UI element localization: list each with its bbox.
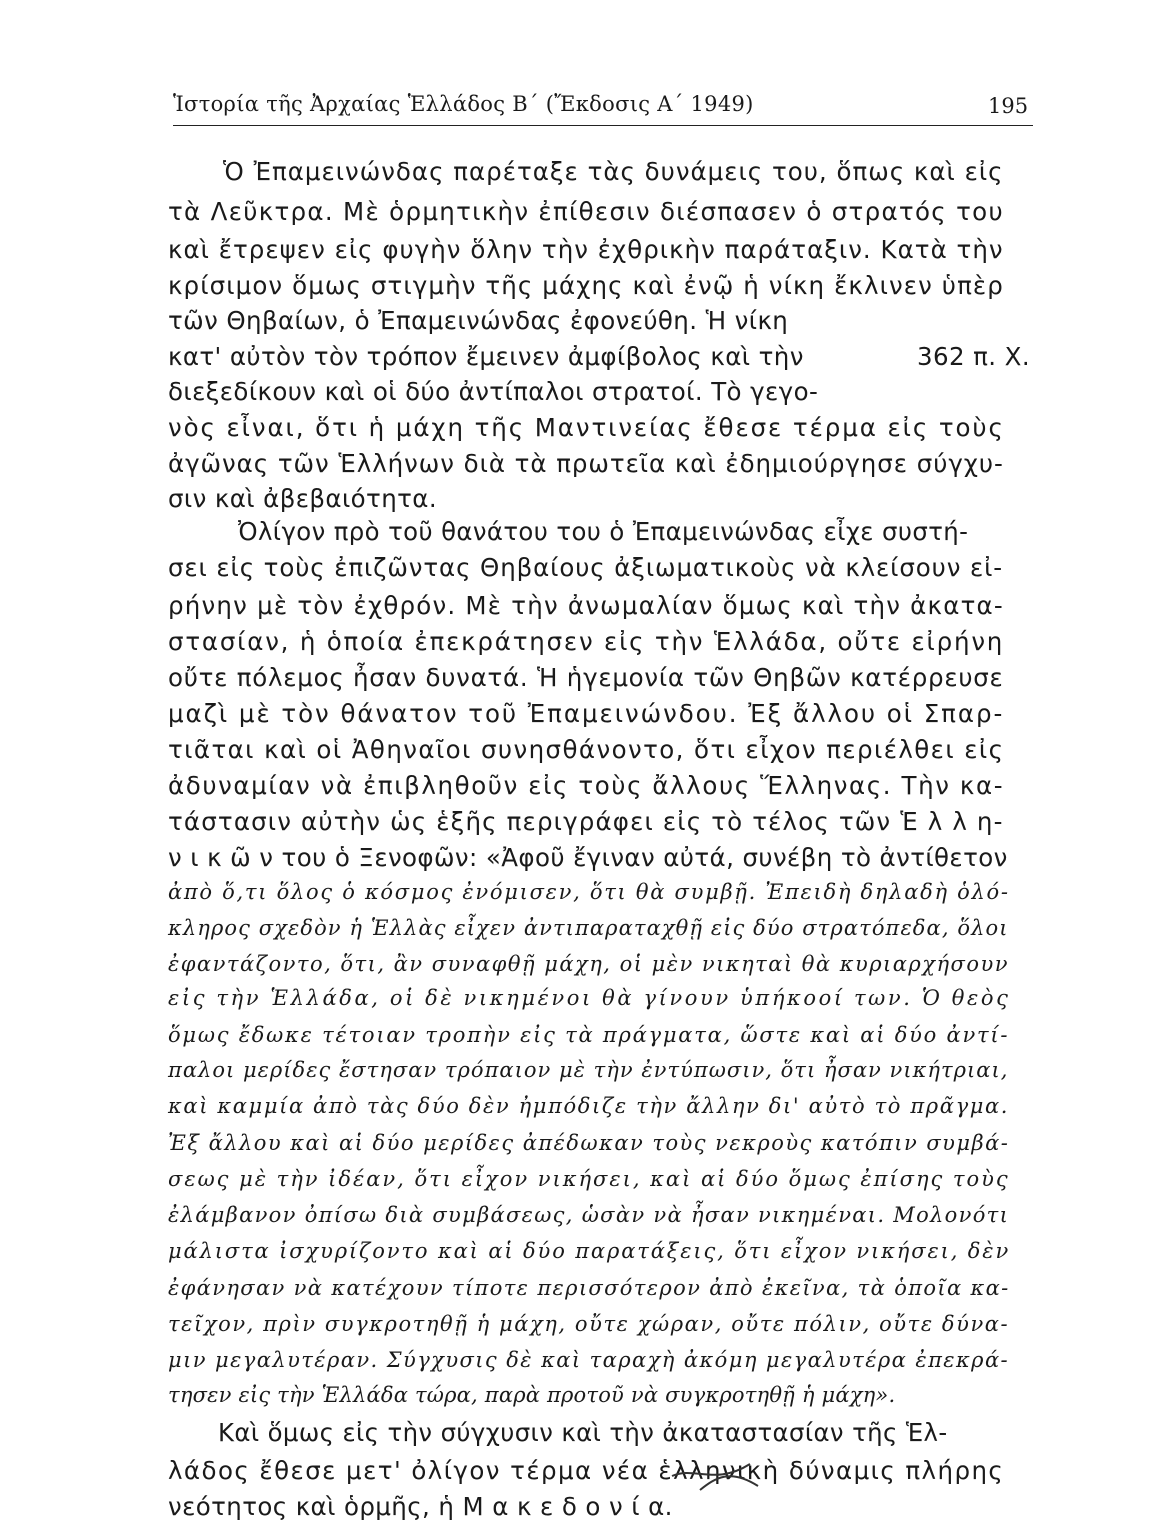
text-line: καὶ καμμία ἀπὸ τὰς δύο δὲν ἠμπόδιζε τὴν ἄλλην δι' αὐτὸ τὸ πρᾶγμα. bbox=[168, 1094, 1010, 1118]
text-line: τὰ Λεῦκτρα. Μὲ ὁρμητικὴν ἐπίθεσιν διέσπασεν ὁ στρατός του bbox=[168, 197, 1004, 226]
text-line: μάλιστα ἰσχυρίζοντο καὶ αἱ δύο παρατάξεις, ὅτι εἶχον νικήσει, δὲν bbox=[168, 1239, 1011, 1263]
text-line: σεως μὲ τὴν ἰδέαν, ὅτι εἶχον νικήσει, καὶ αἱ δύο ὅμως ἐπίσης τοὺς bbox=[168, 1167, 1010, 1191]
text-line: ἐλάμβανον ὀπίσω διὰ συμβάσεως, ὡσὰν νὰ ἦσαν νικημέναι. Μολονότι bbox=[168, 1203, 1010, 1227]
text-line: τιᾶται καὶ οἱ Ἀθηναῖοι συνησθάνοντο, ὅτι εἶχον περιέλθει εἰς bbox=[168, 735, 1005, 764]
text-line: Ὀλίγον πρὸ τοῦ θανάτου του ὁ Ἐπαμεινώνδας εἶχε συστή- bbox=[238, 517, 969, 546]
text-line: ἐφάνησαν νὰ κατέχουν τίποτε περισσότερον ἀπὸ ἐκεῖνα, τὰ ὁποῖα κα- bbox=[168, 1276, 1010, 1300]
text-line: μαζὶ μὲ τὸν θάνατον τοῦ Ἐπαμεινώνδου. Ἐξ ἄλλου οἱ Σπαρ- bbox=[168, 699, 1005, 728]
text-line: καὶ ἔτρεψεν εἰς φυγὴν ὅλην τὴν ἐχθρικὴν παράταξιν. Κατὰ τὴν bbox=[168, 235, 1004, 264]
text-line: κληρος σχεδὸν ἡ Ἑλλὰς εἶχεν ἀντιπαραταχθῇ εἰς δύο στρατόπεδα, ὅλοι bbox=[168, 916, 1009, 940]
text-line: νὸς εἶναι, ὅτι ἡ μάχη τῆς Μαντινείας ἔθεσε τέρμα εἰς τοὺς bbox=[168, 413, 1005, 442]
text-line: Ἐξ ἄλλου καὶ αἱ δύο μερίδες ἀπέδωκαν τοὺς νεκροὺς κατόπιν συμβά- bbox=[168, 1131, 1010, 1155]
text-line: παλοι μερίδες ἔστησαν τρόπαιον μὲ τὴν ἐντύπωσιν, ὅτι ἦσαν νικήτριαι, bbox=[168, 1058, 1009, 1082]
text-line: ἀδυναμίαν νὰ ἐπιβληθοῦν εἰς τοὺς ἄλλους Ἕλληνας. Τὴν κα- bbox=[168, 771, 1005, 800]
text-line: κατ' αὐτὸν τὸν τρόπον ἔμεινεν ἀμφίβολος καὶ τὴν bbox=[168, 342, 804, 371]
header-rule bbox=[173, 125, 1033, 126]
text-line: κρίσιμον ὅμως στιγμὴν τῆς μάχης καὶ ἐνῷ ἡ νίκη ἔκλινεν ὑπὲρ bbox=[168, 271, 1004, 300]
text-line: Καὶ ὅμως εἰς τὴν σύγχυσιν καὶ τὴν ἀκαταστασίαν τῆς Ἑλ- bbox=[218, 1418, 948, 1447]
text-line: ὅμως ἔδωκε τέτοιαν τροπὴν εἰς τὰ πράγματα, ὥστε καὶ αἱ δύο ἀντί- bbox=[168, 1023, 1010, 1047]
text-line: ἀπὸ ὅ,τι ὅλος ὁ κόσμος ἐνόμισεν, ὅτι θὰ συμβῇ. Ἐπειδὴ δηλαδὴ ὁλό- bbox=[168, 880, 1010, 904]
text-line: διεξεδίκουν καὶ οἱ δύο ἀντίπαλοι στρατοί. Τὸ γεγο- bbox=[168, 377, 819, 406]
pen-scribble-mark bbox=[670, 1456, 760, 1496]
text-line: στασίαν, ἡ ὁποία ἐπεκράτησεν εἰς τὴν Ἑλλάδα, οὔτε εἰρήνη bbox=[168, 627, 1005, 656]
text-line: σει εἰς τοὺς ἐπιζῶντας Θηβαίους ἀξιωματικοὺς νὰ κλείσουν εἰ- bbox=[168, 553, 1004, 582]
text-line: ρήνην μὲ τὸν ἐχθρόν. Μὲ τὴν ἀνωμαλίαν ὅμως καὶ τὴν ἀκατα- bbox=[168, 591, 1004, 620]
text-line: οὔτε πόλεμος ἦσαν δυνατά. Ἡ ἡγεμονία τῶν Θηβῶν κατέρρευσε bbox=[168, 663, 1004, 692]
text-line: ἀγῶνας τῶν Ἑλλήνων διὰ τὰ πρωτεῖα καὶ ἐδημιούργησε σύγχυ- bbox=[168, 449, 1004, 478]
text-line: ν ι κ ῶ ν του ὁ Ξενοφῶν: «Ἀφοῦ ἔγιναν αὐτά, συνέβη τὸ ἀντίθετον bbox=[168, 843, 1008, 872]
text-line: τάστασιν αὐτὴν ὡς ἑξῆς περιγράφει εἰς τὸ τέλος τῶν Ἑ λ λ η- bbox=[168, 807, 1004, 836]
text-line: τεῖχον, πρὶν συγκροτηθῇ ἡ μάχη, οὔτε χώραν, οὔτε πόλιν, οὔτε δύνα- bbox=[168, 1312, 1010, 1336]
running-title: Ἱστορία τῆς Ἀρχαίας Ἑλλάδος Β΄ (Ἔκδοσις Α΄ 1949) bbox=[173, 92, 754, 116]
page-number: 195 bbox=[988, 94, 1029, 118]
text-line: λάδος ἔθεσε μετ' ὀλίγον τέρμα νέα ἑλληνικὴ δύναμις πλήρης bbox=[168, 1456, 1005, 1485]
text-line: σιν καὶ ἀβεβαιότητα. bbox=[168, 484, 438, 513]
text-line: Ὁ Ἐπαμεινώνδας παρέταξε τὰς δυνάμεις του, ὅπως καὶ εἰς bbox=[223, 157, 1004, 186]
margin-date-note: 362 π. Χ. bbox=[917, 342, 1031, 371]
text-line: τησεν εἰς τὴν Ἑλλάδα τώρα, παρὰ προτοῦ νὰ συγκροτηθῇ ἡ μάχη». bbox=[168, 1383, 896, 1407]
text-line: εἰς τὴν Ἑλλάδα, οἱ δὲ νικημένοι θὰ γίνουν ὑπήκοοί των. Ὁ θεὸς bbox=[168, 986, 1011, 1010]
text-line: ἐφαντάζοντο, ὅτι, ἂν συναφθῇ μάχη, οἱ μὲν νικηταὶ θὰ κυριαρχήσουν bbox=[168, 952, 1009, 976]
text-line: νεότητος καὶ ὁρμῆς, ἡ Μ α κ ε δ ο ν ί α. bbox=[168, 1492, 673, 1521]
text-line: τῶν Θηβαίων, ὁ Ἐπαμεινώνδας ἐφονεύθη. Ἡ νίκη bbox=[168, 306, 789, 335]
text-line: μιν μεγαλυτέραν. Σύγχυσις δὲ καὶ ταραχὴ ἀκόμη μεγαλυτέρα ἐπεκρά- bbox=[168, 1348, 1010, 1372]
